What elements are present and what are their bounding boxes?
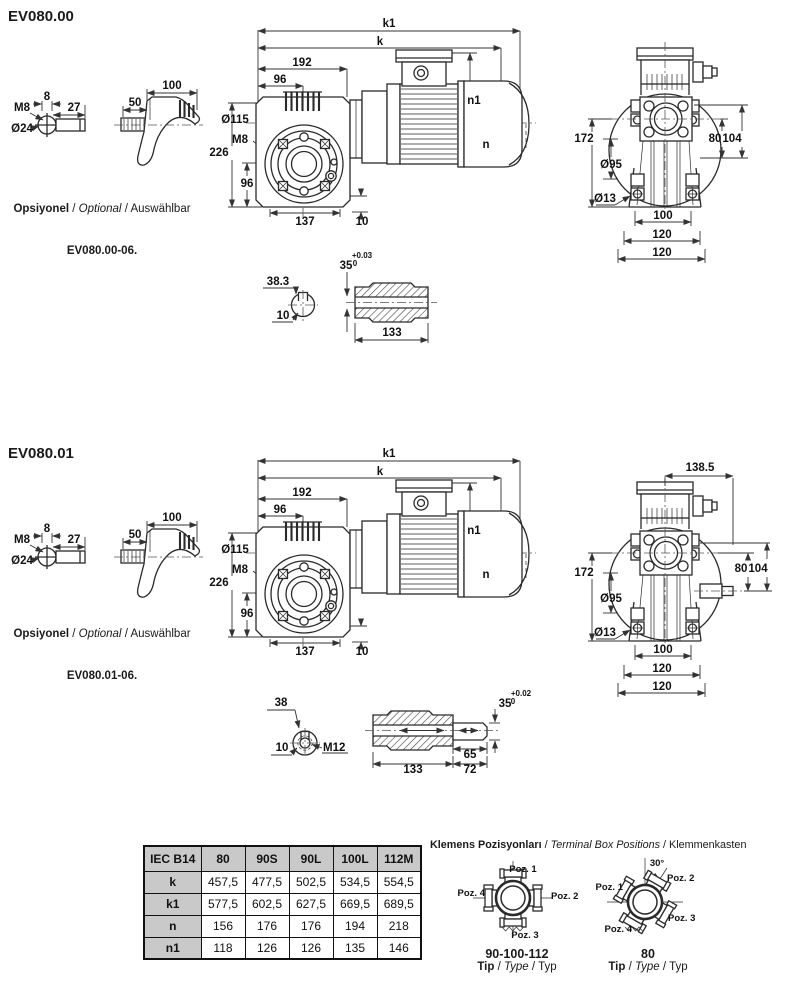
table-cell: 554,5 (377, 871, 421, 893)
dim-n1: n1 (467, 95, 481, 107)
opt-d24: Ø24 (11, 123, 33, 135)
dim-192: 192 (292, 487, 312, 499)
dim-10: 10 (355, 646, 369, 658)
caption-de: Auswählbar (130, 628, 191, 640)
rear-138-5: 138.5 (685, 462, 715, 474)
table-cell: 502,5 (289, 871, 333, 893)
table-row-label: k1 (144, 893, 201, 915)
caption-tr: Opsiyonel (13, 203, 70, 215)
table-cell: 457,5 (201, 871, 245, 893)
table-header-cell: 90L (289, 846, 333, 871)
shaft-tol-plus: +0.02 (510, 689, 532, 698)
shaft-bore-35: 35 (339, 260, 353, 272)
optional-code: EV080.00-06. (66, 245, 138, 257)
table-row-label: k (144, 871, 201, 893)
table-header-cell: 90S (245, 846, 289, 871)
poz4-label: Poz. 4 (604, 924, 632, 935)
rear-80: 80 (708, 133, 722, 145)
shaft-m12: M12 (323, 742, 346, 754)
dim-10: 10 (355, 216, 369, 228)
shaft-tol-zero: 0 (352, 259, 358, 268)
table-row-label: n (144, 915, 201, 937)
opt-d24: Ø24 (11, 555, 33, 567)
separator: / (659, 961, 670, 973)
rear-100: 100 (653, 210, 673, 222)
dim-n: n (482, 139, 490, 151)
shaft-key-10: 10 (276, 310, 290, 322)
table-row (144, 871, 421, 893)
opt-27: 27 (67, 534, 81, 546)
poz3-label: Poz. 3 (511, 930, 539, 941)
caption-en: Optional (78, 203, 122, 215)
opt-50: 50 (128, 529, 142, 541)
opt-50: 50 (128, 97, 142, 109)
dim-k: k (376, 466, 384, 478)
section2-optional-drawing (30, 521, 203, 597)
table-header-row (144, 846, 421, 871)
opt-8: 8 (43, 523, 51, 535)
separator: / (541, 839, 551, 851)
table-cell: 627,5 (289, 893, 333, 915)
table-header-cell: 112M (377, 846, 421, 871)
shaft-38: 38 (274, 697, 288, 709)
opt-100: 100 (162, 80, 182, 92)
table-cell: 602,5 (245, 893, 289, 915)
shaft-tol-plus: +0.03 (351, 251, 373, 260)
shaft-133: 133 (403, 764, 423, 776)
separator: / (625, 961, 635, 973)
table-cell: 146 (377, 937, 421, 959)
table-header-cell: IEC B14 (144, 846, 201, 871)
poz3-label: Poz. 3 (668, 913, 696, 924)
section2-main-view (228, 460, 536, 650)
title-en: Terminal Box Positions (550, 839, 661, 851)
section2-title: EV080.01 (8, 445, 74, 462)
table-cell: 534,5 (333, 871, 377, 893)
diagram2-type-line (598, 961, 698, 973)
dim-96-left: 96 (240, 608, 254, 620)
dim-n: n (482, 569, 490, 581)
dim-137: 137 (295, 646, 315, 658)
dim-k1: k1 (382, 18, 396, 30)
section2-optional-caption (4, 599, 200, 697)
tip-de: Typ (669, 961, 688, 973)
angle-30-label: 30° (649, 858, 665, 869)
opt-27: 27 (67, 102, 81, 114)
dimension-table (143, 845, 422, 960)
table-cell: 176 (289, 915, 333, 937)
table-cell: 176 (245, 915, 289, 937)
dim-d115: Ø115 (221, 544, 249, 556)
diagram2-caption: 80 (641, 947, 655, 961)
rear-120b: 120 (652, 247, 672, 259)
rear-104: 104 (748, 563, 768, 575)
separator: / (121, 628, 131, 640)
optional-caption-line (4, 627, 200, 641)
dim-k: k (376, 36, 384, 48)
rear-120b: 120 (652, 681, 672, 693)
table-row (144, 893, 421, 915)
terminal-positions-title (430, 839, 786, 851)
rear-172: 172 (574, 567, 594, 579)
separator: / (660, 839, 670, 851)
table-cell: 689,5 (377, 893, 421, 915)
separator: / (69, 203, 79, 215)
tip-en: Type (634, 961, 660, 973)
table-cell: 218 (377, 915, 421, 937)
shaft-dia-35: 35 (498, 698, 512, 710)
dim-96-top: 96 (273, 74, 287, 86)
table-cell: 669,5 (333, 893, 377, 915)
dim-96-top: 96 (273, 504, 287, 516)
poz1-label: Poz. 1 (509, 864, 537, 875)
rear-d95: Ø95 (600, 159, 622, 171)
poz4-label: Poz. 4 (457, 888, 485, 899)
optional-code: EV080.01-06. (66, 670, 138, 682)
section1-title: EV080.00 (8, 8, 74, 25)
tip-en: Type (503, 961, 529, 973)
separator: / (69, 628, 79, 640)
table-cell: 477,5 (245, 871, 289, 893)
caption-de: Auswählbar (130, 203, 191, 215)
table-cell: 577,5 (201, 893, 245, 915)
shaft-tol-zero: 0 (510, 697, 516, 706)
separator: / (528, 961, 539, 973)
rear-104: 104 (722, 133, 742, 145)
section1-optional-drawing (30, 89, 203, 165)
section1-optional-caption (4, 174, 200, 272)
opt-m8: M8 (14, 534, 30, 546)
table-cell: 126 (245, 937, 289, 959)
table-row-label: n1 (144, 937, 201, 959)
dim-96-left: 96 (240, 178, 254, 190)
diagram1-type-line (462, 961, 572, 973)
rear-80: 80 (734, 563, 748, 575)
tip-tr: Tip (608, 961, 626, 973)
rear-172: 172 (574, 133, 594, 145)
section1-main-view (228, 30, 536, 220)
poz2-label: Poz. 2 (667, 873, 695, 884)
rear-d95: Ø95 (600, 593, 622, 605)
dim-m8: M8 (232, 134, 248, 146)
table-cell: 156 (201, 915, 245, 937)
shaft-133: 133 (382, 327, 402, 339)
poz1-label: Poz. 1 (595, 882, 623, 893)
dim-226: 226 (209, 147, 229, 159)
rear-120a: 120 (652, 663, 672, 675)
rear-d13: Ø13 (594, 627, 616, 639)
table-header-cell: 80 (201, 846, 245, 871)
rear-120a: 120 (652, 229, 672, 241)
separator: / (121, 203, 131, 215)
rear-100: 100 (653, 644, 673, 656)
table-cell: 118 (201, 937, 245, 959)
tip-tr: Tip (477, 961, 495, 973)
caption-tr: Opsiyonel (13, 628, 70, 640)
dim-n1: n1 (467, 525, 481, 537)
dim-d115: Ø115 (221, 114, 249, 126)
shaft-key-10: 10 (275, 742, 289, 754)
rear-d13: Ø13 (594, 193, 616, 205)
poz2-label: Poz. 2 (551, 891, 579, 902)
opt-100: 100 (162, 512, 182, 524)
diagram1-caption: 90-100-112 (485, 947, 549, 961)
shaft-65: 65 (463, 749, 477, 761)
caption-en: Optional (78, 628, 122, 640)
shaft-38-3: 38.3 (266, 276, 290, 288)
optional-caption-line (4, 202, 200, 216)
shaft-72: 72 (463, 764, 477, 776)
dim-226: 226 (209, 577, 229, 589)
title-de: Klemmenkasten (669, 839, 747, 851)
table-row (144, 915, 421, 937)
dim-137: 137 (295, 216, 315, 228)
dim-k1: k1 (382, 448, 396, 460)
table-cell: 126 (289, 937, 333, 959)
table-row (144, 937, 421, 959)
opt-8: 8 (43, 91, 51, 103)
table-header-cell: 100L (333, 846, 377, 871)
table-cell: 194 (333, 915, 377, 937)
separator: / (494, 961, 504, 973)
dim-192: 192 (292, 57, 312, 69)
tip-de: Typ (538, 961, 557, 973)
opt-m8: M8 (14, 102, 30, 114)
title-tr: Klemens Pozisyonları (430, 839, 542, 851)
dim-m8: M8 (232, 564, 248, 576)
table-cell: 135 (333, 937, 377, 959)
